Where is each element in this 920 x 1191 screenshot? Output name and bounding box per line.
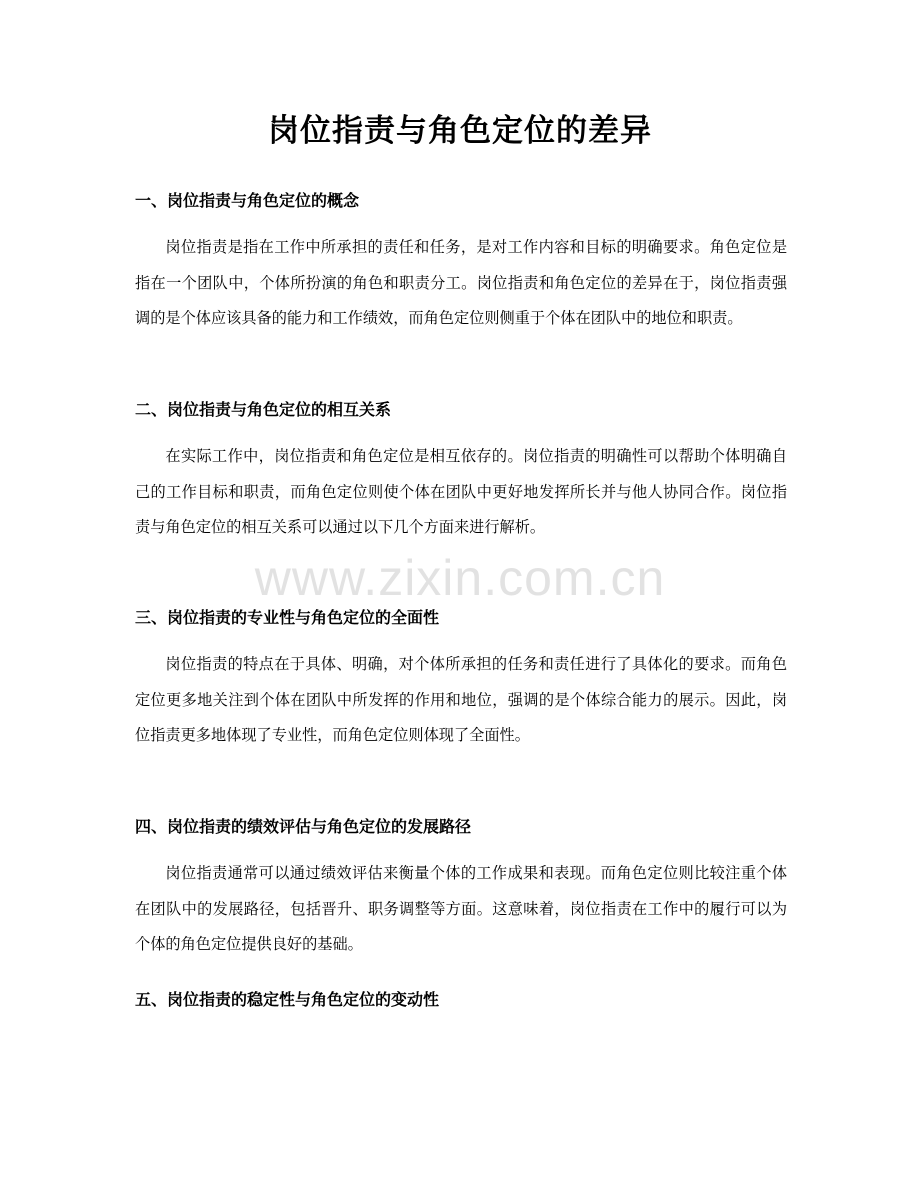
section-heading: 二、岗位指责与角色定位的相互关系	[135, 400, 392, 419]
watermark: www.zixin.com.cn	[254, 550, 666, 606]
section-paragraph: 在实际工作中，岗位指责和角色定位是相互依存的。岗位指责的明确性可以帮助个体明确自己的工作目标和职责，而角色定位则使个体在团队中更好地发挥所长并与他人协同合作。岗位指责与角色定位的相互关系可以通过以下几个方面来进行解析。	[135, 447, 787, 536]
section-heading: 一、岗位指责与角色定位的概念	[135, 191, 360, 210]
section-paragraph: 岗位指责是指在工作中所承担的责任和任务，是对工作内容和目标的明确要求。角色定位是指在一个团队中，个体所扮演的角色和职责分工。岗位指责和角色定位的差异在于，岗位指责强调的是个体应该具备的能力和工作绩效，而角色定位则侧重于个体在团队中的地位和职责。	[135, 238, 787, 327]
section-heading: 三、岗位指责的专业性与角色定位的全面性	[135, 608, 440, 627]
page-title: 岗位指责与角色定位的差异	[268, 113, 652, 149]
section-performance	[135, 814, 787, 963]
section-paragraph: 岗位指责的特点在于具体、明确，对个体所承担的任务和责任进行了具体化的要求。而角色定位更多地关注到个体在团队中所发挥的作用和地位，强调的是个体综合能力的展示。因此，岗位指责更多地体现了专业性，而角色定位则体现了全面性。	[135, 655, 787, 744]
section-paragraph: 岗位指责通常可以通过绩效评估来衡量个体的工作成果和表现。而角色定位则比较注重个体在团队中的发展路径，包括晋升、职务调整等方面。这意味着，岗位指责在工作中的履行可以为个体的角色定位提供良好的基础。	[135, 864, 787, 953]
section-heading: 五、岗位指责的稳定性与角色定位的变动性	[135, 990, 440, 1009]
section-professionalism	[135, 605, 787, 754]
section-heading: 四、岗位指责的绩效评估与角色定位的发展路径	[135, 817, 472, 836]
section-relationship	[135, 397, 787, 546]
section-concept	[135, 188, 787, 337]
section-stability	[135, 987, 787, 1013]
